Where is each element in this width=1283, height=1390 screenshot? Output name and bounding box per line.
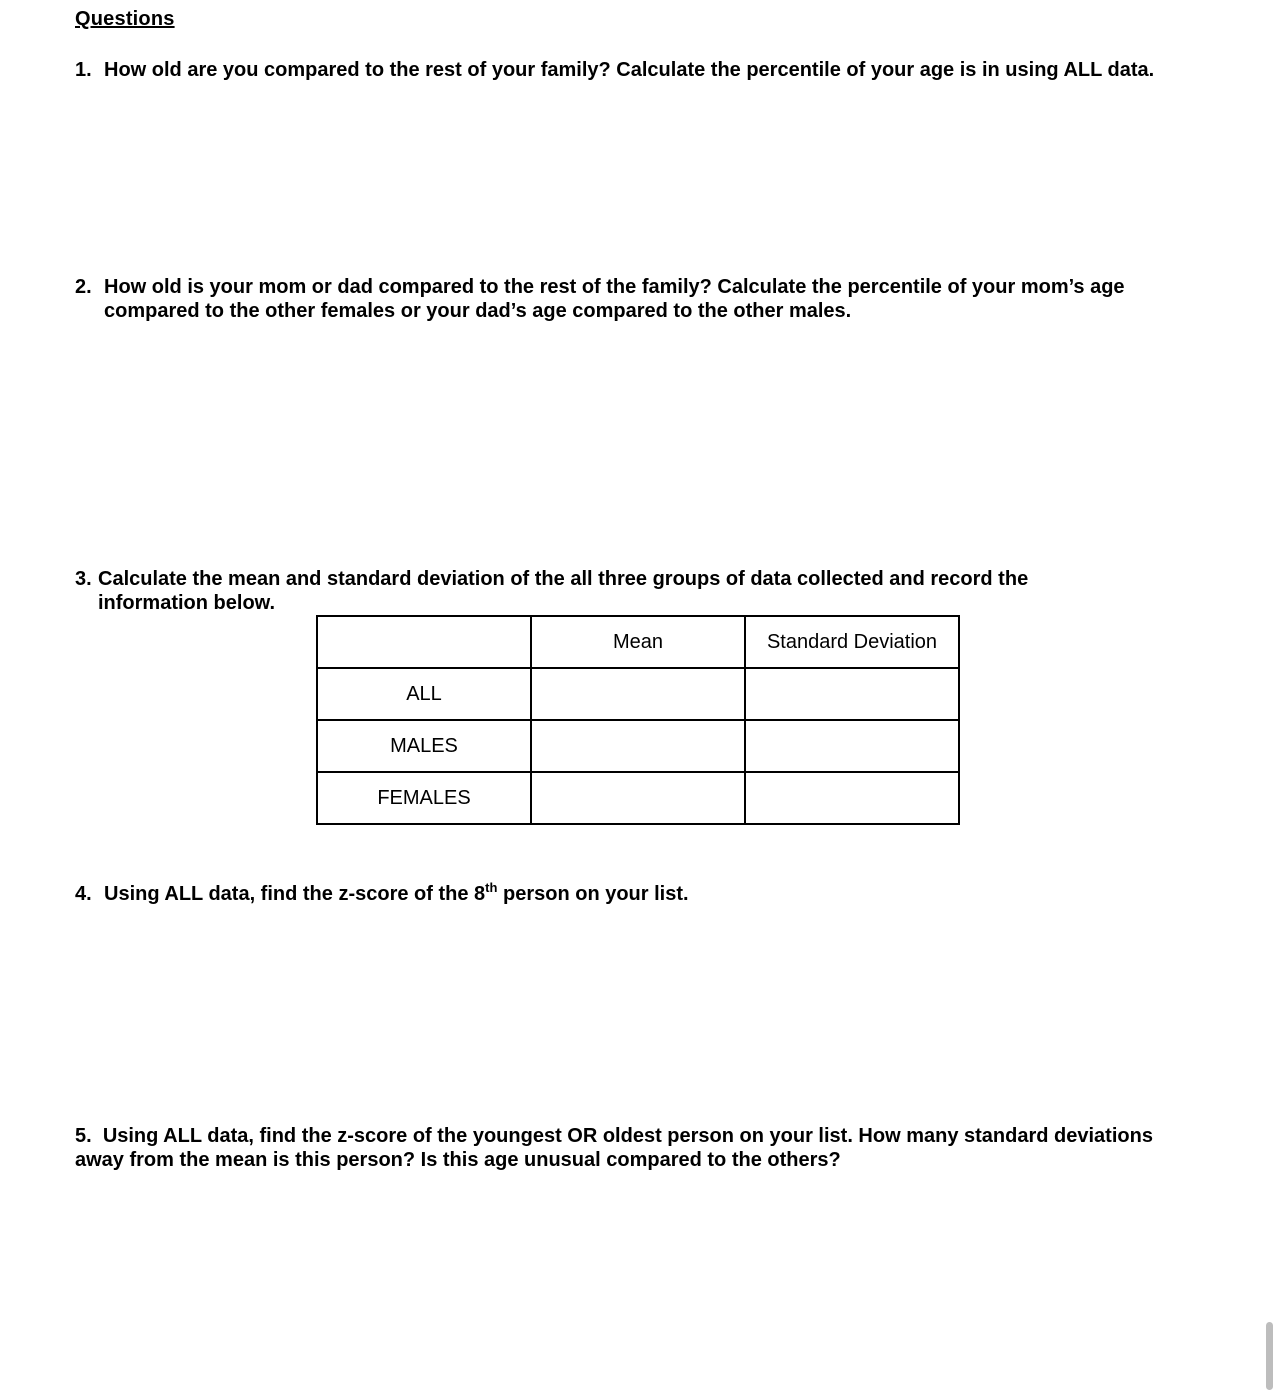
stats-table [316, 615, 960, 825]
question-text-end: person on your list. [497, 883, 689, 905]
mean-cell-males[interactable] [531, 720, 745, 772]
std-cell-all[interactable] [745, 668, 959, 720]
question-text: Calculate the mean and standard deviation of the all three groups of data collected and record the information below. [98, 568, 1029, 614]
question-4 [75, 882, 1175, 906]
question-number: 2. [75, 276, 92, 298]
question-3 [75, 567, 1125, 615]
row-label-all: ALL [317, 668, 531, 720]
question-text: How old is your mom or dad compared to the rest of the family? Calculate the percentile of your mom’s age compared to the other females or your dad’s age compared to the other males. [104, 276, 1125, 322]
table-row [317, 668, 959, 720]
question-number: 4. [75, 883, 92, 905]
table-row [317, 772, 959, 824]
std-cell-females[interactable] [745, 772, 959, 824]
row-label-females: FEMALES [317, 772, 531, 824]
question-2 [75, 275, 1225, 323]
question-number: 1. [75, 59, 92, 81]
header-cell-blank [317, 616, 531, 668]
ordinal-superscript: th [485, 880, 498, 895]
question-text: How old are you compared to the rest of your family? Calculate the percentile of your age is in using ALL data. [104, 59, 1155, 81]
question-5 [75, 1124, 1175, 1172]
question-text-start: Using ALL data, find the z-score of the 8 [104, 883, 486, 905]
question-text [75, 882, 1175, 906]
question-number: 3. [75, 568, 92, 590]
row-label-males: MALES [317, 720, 531, 772]
mean-cell-females[interactable] [531, 772, 745, 824]
std-cell-males[interactable] [745, 720, 959, 772]
question-1 [75, 58, 1255, 82]
table-row [317, 720, 959, 772]
vertical-scrollbar[interactable] [1266, 1322, 1273, 1390]
table-header-row [317, 616, 959, 668]
page-heading: Questions [75, 8, 175, 30]
question-body: Using ALL data, find the z-score of the youngest OR oldest person on your list. How many standard deviations away from the mean is this person? Is this age unusual compared to the others? [75, 1125, 1153, 1171]
header-cell-mean: Mean [531, 616, 745, 668]
question-number: 5. [75, 1125, 92, 1147]
mean-cell-all[interactable] [531, 668, 745, 720]
question-text [75, 1124, 1175, 1172]
header-cell-std: Standard Deviation [745, 616, 959, 668]
